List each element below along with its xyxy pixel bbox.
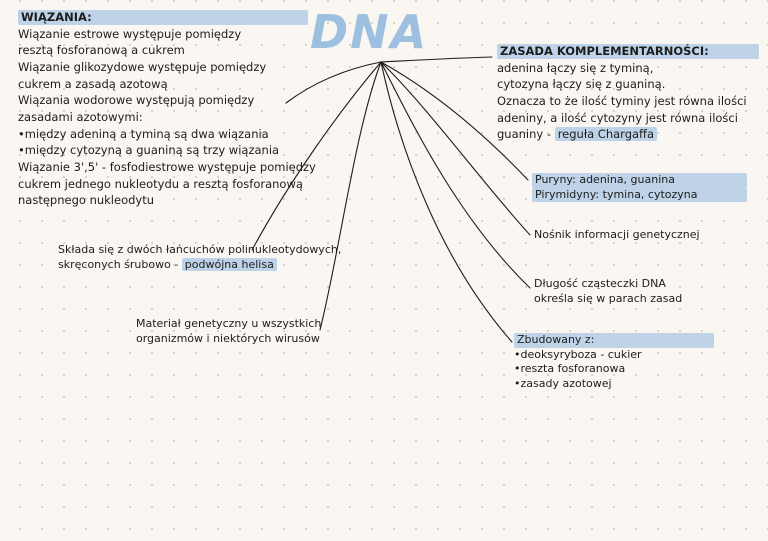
note-wiazania-heading: WIĄZANIA: bbox=[18, 10, 308, 25]
note-wiazania-line: Wiązania wodorowe występują pomiędzy bbox=[18, 93, 255, 108]
note-material-line1: Materiał genetyczny u wszystkich bbox=[136, 317, 322, 330]
note-wiazania bbox=[18, 10, 316, 210]
note-zbudowany-item: •reszta fosforanowa bbox=[514, 362, 626, 376]
note-dlugosc-line1: Długość cząsteczki DNA bbox=[534, 277, 666, 290]
note-puryny-line2: Pirymidyny: tymina, cytozyna bbox=[532, 188, 747, 203]
note-zbudowany-item: •zasady azotowej bbox=[514, 376, 612, 390]
note-wiazania-line: Wiązanie 3',5' - fosfodiestrowe występuje pomiędzy bbox=[18, 160, 316, 175]
note-komplementarnosc-heading: ZASADA KOMPLEMENTARNOŚCI: bbox=[497, 44, 759, 59]
note-puryny bbox=[532, 173, 747, 202]
note-komplementarnosc-lastline bbox=[497, 127, 759, 142]
note-komplementarnosc bbox=[497, 44, 759, 144]
note-wiazania-line: Wiązanie estrowe występuje pomiędzy bbox=[18, 26, 242, 41]
note-wiazania-line: resztą fosforanową a cukrem bbox=[18, 43, 185, 58]
note-wiazania-line: cukrem jednego nukleotydu a resztą fosforanową bbox=[18, 176, 303, 191]
note-sklada-line2 bbox=[58, 258, 318, 273]
note-sklada bbox=[58, 243, 342, 272]
note-zbudowany-heading: Zbudowany z: bbox=[514, 333, 714, 348]
note-wiazania-line: •między cytozyną a guaniną są trzy wiązania bbox=[18, 143, 280, 158]
note-puryny-line1: Puryny: adenina, guanina bbox=[532, 173, 747, 188]
note-komplementarnosc-line: cytozyna łączy się z guaniną. bbox=[497, 77, 666, 92]
note-komplementarnosc-line: guaniny - bbox=[497, 127, 555, 142]
note-sklada-highlight: podwójna helisa bbox=[182, 258, 277, 271]
note-sklada-line1: Składa się z dwóch łańcuchów polinukleotydowych, bbox=[58, 243, 342, 256]
note-komplementarnosc-line: adenina łączy się z tyminą, bbox=[497, 60, 654, 75]
note-komplementarnosc-highlight: reguła Chargaffa bbox=[555, 127, 657, 141]
note-sklada-line2-pre: skręconych śrubowo - bbox=[58, 257, 182, 271]
note-dlugosc bbox=[534, 277, 744, 306]
note-wiazania-line: cukrem a zasadą azotową bbox=[18, 76, 168, 91]
note-wiazania-line: Wiązanie glikozydowe występuje pomiędzy bbox=[18, 60, 267, 75]
page-title-text: DNA bbox=[310, 5, 429, 59]
note-zbudowany bbox=[514, 333, 714, 391]
note-komplementarnosc-line: adeniny, a ilość cytozyny jest równa ilości bbox=[497, 110, 738, 125]
note-dlugosc-line2: określa się w parach zasad bbox=[534, 291, 683, 305]
page-title bbox=[300, 2, 470, 62]
note-komplementarnosc-line: Oznacza to że ilość tyminy jest równa ilości bbox=[497, 94, 747, 109]
note-wiazania-line: zasadami azotowymi: bbox=[18, 110, 143, 125]
note-material-line2: organizmów i niektórych wirusów bbox=[136, 331, 320, 345]
note-zbudowany-item: •deoksyryboza - cukier bbox=[514, 347, 642, 361]
note-material bbox=[136, 317, 366, 346]
note-nosnik-text: Nośnik informacji genetycznej bbox=[534, 228, 700, 241]
note-wiazania-line: następnego nukleodytu bbox=[18, 193, 155, 208]
note-nosnik bbox=[534, 228, 744, 243]
note-wiazania-line: •między adeniną a tyminą są dwa wiązania bbox=[18, 126, 269, 141]
